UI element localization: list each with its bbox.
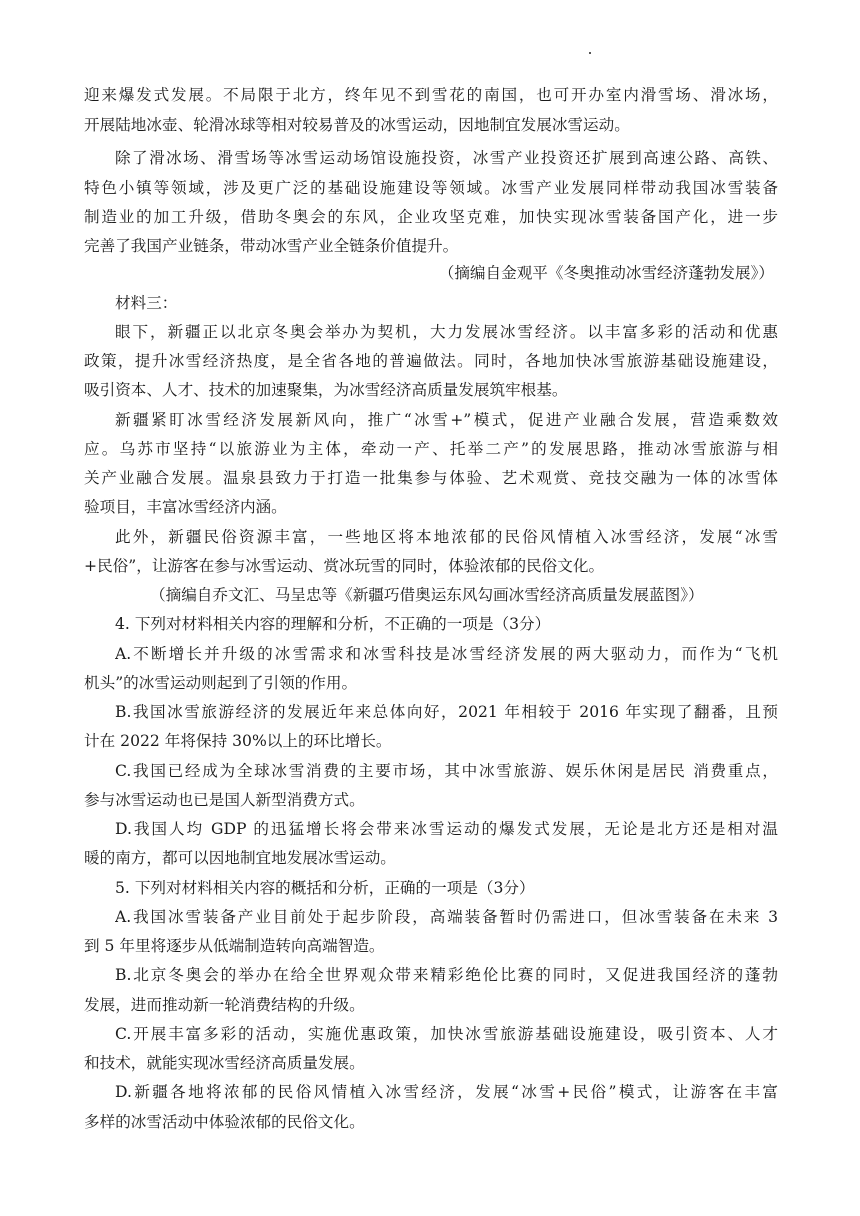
question-4-option-b-line-1: B.我国冰雪旅游经济的发展近年来总体向好，2021 年相较于 2016 年实现了翻番，且预	[115, 703, 778, 721]
text-line-12: 新疆紧盯冰雪经济发展新风向，推广“冰雪+”模式，促进产业融合发展，营造乘数效	[115, 411, 778, 429]
question-4-option-d-line-1: D.我国人均 GDP 的迅猛增长将会带来冰雪运动的爆发式发展，无论是北方还是相对温	[115, 820, 778, 838]
page-marker-dot	[589, 52, 591, 54]
section-heading-material-3: 材料三：	[115, 294, 178, 312]
question-4-option-c-line-2: 参与冰雪运动也已是国人新型消费方式。	[84, 791, 365, 809]
question-5-stem: 5. 下列对材料相关内容的概括和分析，正确的一项是（3分）	[115, 879, 535, 897]
question-4-option-d-line-2: 暖的南方，都可以因地制宜地发展冰雪运动。	[84, 849, 396, 867]
question-5-option-b-line-1: B.北京冬奥会的举办在给全世界观众带来精彩绝伦比赛的同时，又促进我国经济的蓬勃	[115, 966, 778, 984]
question-5-option-c-line-1: C.开展丰富多彩的活动，实施优惠政策，加快冰雪旅游基础设施建设，吸引资本、人才	[115, 1025, 778, 1043]
text-line-2: 开展陆地冰壶、轮滑冰球等相对较易普及的冰雪运动，因地制宜发展冰雪运动。	[84, 116, 630, 134]
text-line-10: 政策，提升冰雪经济热度，是全省各地的普遍做法。同时，各地加快冰雪旅游基础设施建设，	[84, 352, 778, 370]
question-5-option-a-line-2: 到 5 年里将逐步从低端制造转向高端智造。	[84, 937, 385, 955]
source-credit-2: （摘编自乔文汇、马呈忠等《新疆巧借奥运东风勾画冰雪经济高质量发展蓝图》）	[150, 586, 704, 604]
text-line-15: 验项目，丰富冰雪经济内涵。	[84, 498, 287, 516]
text-line-4: 特色小镇等领域，涉及更广泛的基础设施建设等领域。冰雪产业发展同样带动我国冰雪装备	[84, 179, 778, 197]
text-line-9: 眼下，新疆正以北京冬奥会举办为契机，大力发展冰雪经济。以丰富多彩的活动和优惠	[115, 323, 778, 341]
text-line-11: 吸引资本、人才、技术的加速聚集，为冰雪经济高质量发展筑牢根基。	[84, 381, 568, 399]
text-line-16: 此外，新疆民俗资源丰富，一些地区将本地浓郁的民俗风情植入冰雪经济，发展“冰雪	[115, 528, 778, 546]
question-5-option-c-line-2: 和技术，就能实现冰雪经济高质量发展。	[84, 1054, 365, 1072]
question-4-option-c-line-1: C.我国已经成为全球冰雪消费的主要市场，其中冰雪旅游、娱乐休闲是居民 消费重点，	[115, 762, 778, 780]
text-line-1: 迎来爆发式发展。不局限于北方，终年见不到雪花的南国，也可开办室内滑雪场、滑冰场，	[84, 86, 778, 104]
question-4-option-b-line-2: 计在 2022 年将保持 30%以上的环比增长。	[84, 732, 392, 750]
question-4-option-a-line-1: A.不断增长并升级的冰雪需求和冰雪科技是冰雪经济发展的两大驱动力，而作为“飞机	[115, 645, 778, 663]
text-line-14: 关产业融合发展。温泉县致力于打造一批集参与体验、艺术观赏、竞技交融为一体的冰雪体	[84, 469, 778, 487]
question-5-option-d-line-2: 多样的冰雪活动中体验浓郁的民俗文化。	[84, 1113, 365, 1131]
text-line-6: 完善了我国产业链条，带动冰雪产业全链条价值提升。	[84, 237, 459, 255]
question-4-stem: 4. 下列对材料相关内容的理解和分析，不正确的一项是（3分）	[115, 615, 551, 633]
text-line-17: +民俗”，让游客在参与冰雪运动、赏冰玩雪的同时，体验浓郁的民俗文化。	[84, 557, 605, 575]
text-line-13: 应。乌苏市坚持“以旅游业为主体，牵动一产、托举二产”的发展思路，推动冰雪旅游与相	[84, 440, 778, 458]
text-line-5: 制造业的加工升级，借助冬奥会的东风，企业攻坚克难，加快实现冰雪装备国产化，进一步	[84, 208, 778, 226]
question-5-option-b-line-2: 发展，进而推动新一轮消费结构的升级。	[84, 996, 365, 1014]
text-line-3: 除了滑冰场、滑雪场等冰雪运动场馆设施投资，冰雪产业投资还扩展到高速公路、高铁、	[115, 149, 778, 167]
question-4-option-a-line-2: 机头”的冰雪运动则起到了引领的作用。	[84, 674, 358, 692]
question-5-option-d-line-1: D.新疆各地将浓郁的民俗风情植入冰雪经济，发展“冰雪+民俗”模式，让游客在丰富	[115, 1083, 778, 1101]
question-5-option-a-line-1: A.我国冰雪装备产业目前处于起步阶段，高端装备暂时仍需进口，但冰雪装备在未来 3	[115, 908, 778, 926]
source-credit-1: （摘编自金观平《冬奥推动冰雪经济蓬勃发展》）	[438, 264, 774, 282]
